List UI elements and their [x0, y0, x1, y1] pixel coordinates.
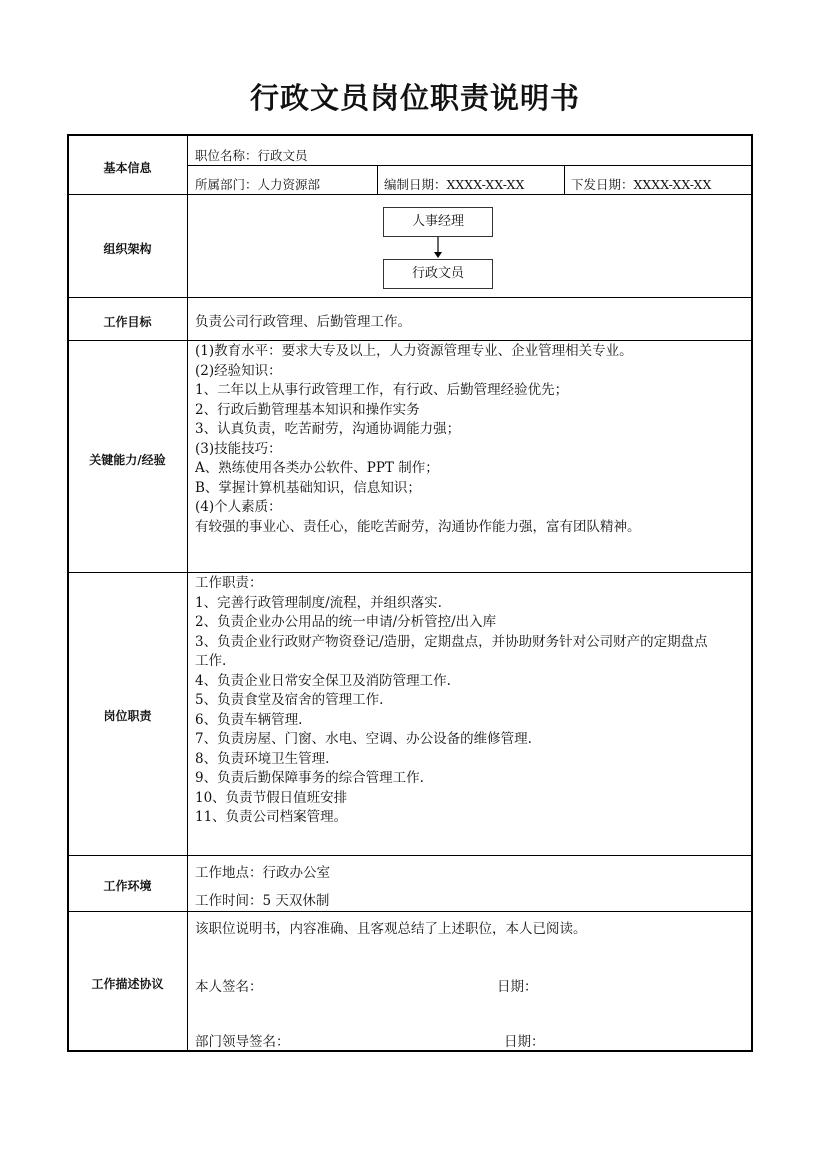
basic-info-label: 基本信息	[103, 161, 152, 175]
list-item: B、掌握计算机基础知识，信息知识；	[195, 479, 421, 496]
leader-signature-field: 部门领导签名：	[195, 1034, 290, 1050]
label-column-divider	[187, 135, 188, 1051]
row-divider	[68, 855, 752, 856]
duties-label: 岗位职责	[103, 709, 152, 723]
list-item: 1、完善行政管理制度/流程，并组织落实.	[195, 594, 442, 611]
org-connector-arrow	[430, 237, 446, 259]
page-title: 行政文员岗位职责说明书	[249, 81, 580, 115]
list-item: 2、负责企业办公用品的统一申请/分析管控/出入库	[195, 614, 497, 630]
list-item: 7、负责房屋、门窗、水电、空调、办公设备的维修管理.	[195, 731, 532, 747]
prepared-date: 编制日期：XXXX-XX-XX	[384, 177, 525, 192]
org-chart-label: 组织架构	[103, 242, 152, 256]
list-item: 4、负责企业日常安全保卫及消防管理工作.	[195, 672, 451, 689]
list-item: 6、负责车辆管理.	[195, 711, 303, 728]
basic-info-divider	[564, 166, 565, 194]
row-divider	[68, 340, 752, 341]
list-item: 11、负责公司档案管理。	[195, 809, 348, 825]
list-item: A、熟练使用各类办公软件、PPT 制作；	[195, 460, 439, 476]
org-box-admin-clerk: 行政文员	[383, 259, 493, 289]
ability-list	[195, 342, 641, 537]
environment-label: 工作环境	[103, 879, 152, 893]
duties-list	[195, 574, 708, 828]
work-goal-text: 负责公司行政管理、后勤管理工作。	[195, 314, 411, 330]
list-item: 1、二年以上从事行政管理工作，有行政、后勤管理经验优先；	[195, 382, 569, 398]
list-item: 3、认真负责，吃苦耐劳，沟通协调能力强；	[195, 421, 461, 437]
list-item: (4)个人素质：	[195, 499, 282, 515]
position-name: 职位名称：行政文员	[195, 148, 308, 163]
list-item: 9、负责后勤保障事务的综合管理工作.	[195, 770, 424, 786]
list-item: 3、负责企业行政财产物资登记/造册，定期盘点，并协助财务针对公司财产的定期盘点	[195, 633, 708, 650]
work-time: 工作时间：5 天双休制	[195, 893, 330, 909]
row-divider	[68, 911, 752, 912]
list-item: 5、负责食堂及宿舍的管理工作.	[195, 692, 384, 708]
basic-info-divider	[377, 166, 378, 194]
key-ability-label: 关键能力/经验	[89, 453, 166, 467]
list-item: (1)教育水平：要求大专及以上，人力资源管理专业、企业管理相关专业。	[195, 343, 633, 359]
row-divider	[68, 297, 752, 298]
issue-date: 下发日期：XXXX-XX-XX	[571, 177, 712, 192]
list-item: 有较强的事业心、责任心，能吃苦耐劳，沟通协作能力强，富有团队精神。	[195, 518, 641, 535]
list-item: (3)技能技巧：	[195, 440, 282, 457]
basic-info-divider	[188, 165, 752, 166]
agreement-statement: 该职位说明书，内容准确、且客观总结了上述职位，本人已阅读。	[195, 921, 587, 937]
list-item: 10、负责节假日值班安排	[195, 789, 348, 806]
self-date-field: 日期：	[497, 979, 538, 995]
list-item: 工作职责：	[195, 575, 263, 591]
row-divider	[68, 572, 752, 573]
row-divider	[68, 194, 752, 195]
department: 所属部门：人力资源部	[195, 177, 321, 192]
agreement-label: 工作描述协议	[91, 977, 164, 991]
leader-date-field: 日期：	[504, 1034, 545, 1050]
list-item: 8、负责环境卫生管理.	[195, 750, 330, 767]
list-item: (2)经验知识：	[195, 362, 282, 379]
self-signature-field: 本人签名：	[195, 979, 263, 995]
org-box-hr-manager: 人事经理	[383, 207, 493, 237]
list-item: 2、行政后勤管理基本知识和操作实务	[195, 401, 420, 418]
work-goal-label: 工作目标	[103, 315, 152, 329]
work-location: 工作地点：行政办公室	[195, 865, 330, 881]
list-item: 工作.	[195, 653, 227, 669]
